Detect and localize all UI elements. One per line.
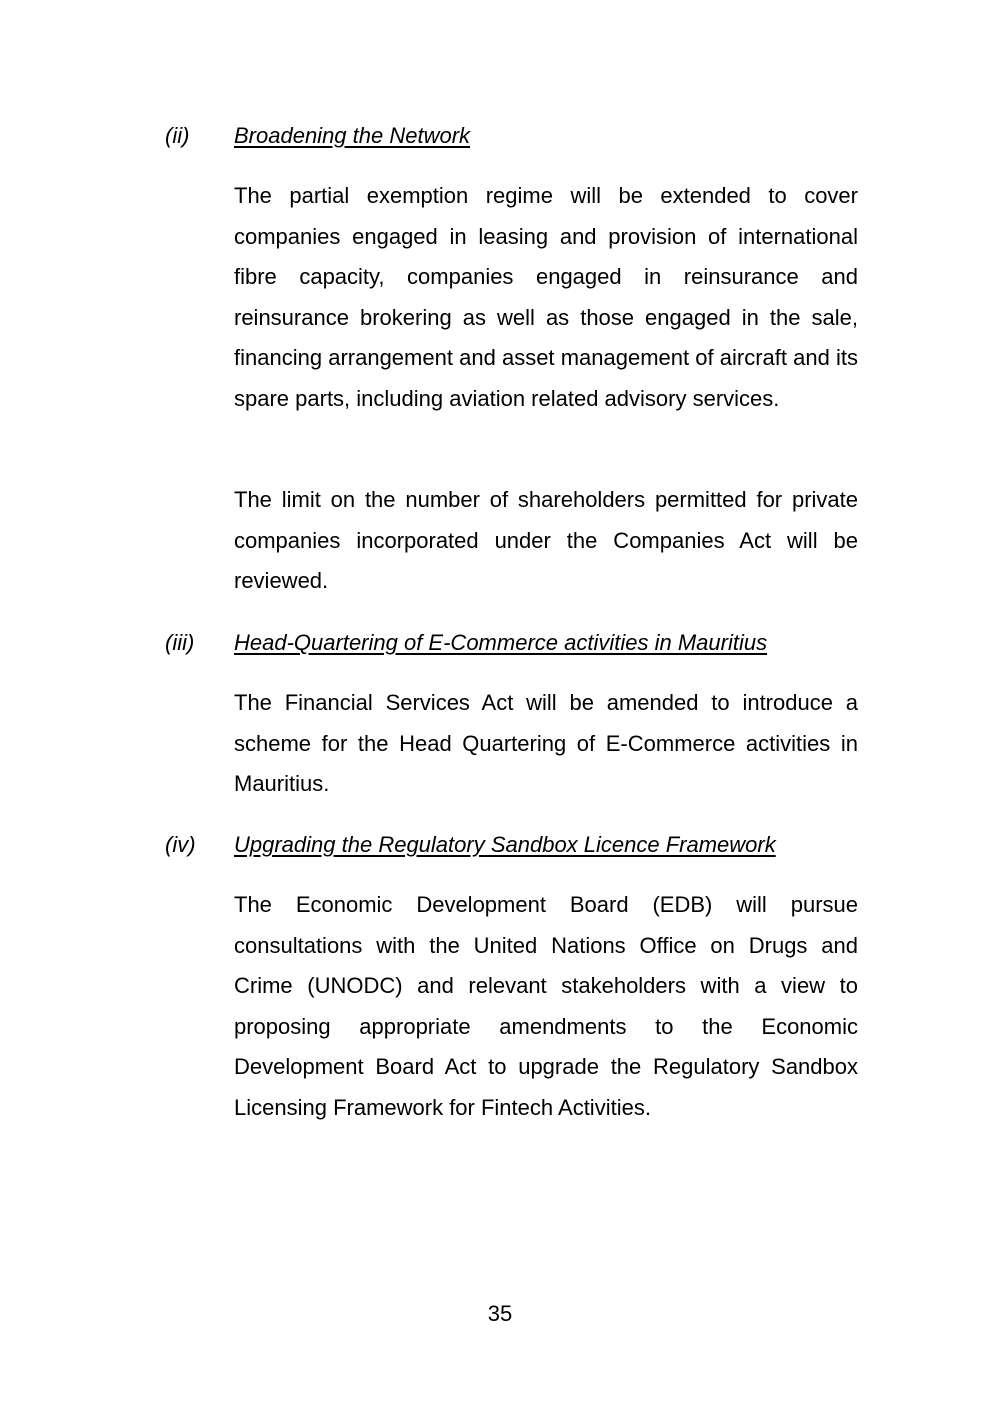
section-heading: Head-Quartering of E-Commerce activities in Mauritius: [234, 630, 768, 655]
section-number: (iv): [165, 832, 196, 857]
section-number: (iii): [165, 630, 195, 655]
section-heading: Broadening the Network: [234, 123, 471, 148]
section-heading: Upgrading the Regulatory Sandbox Licence Framework: [234, 832, 776, 857]
section-paragraph: The Financial Services Act will be amended to introduce a scheme for the Head Quartering of E-Commerce activities in Mauritius.: [234, 690, 858, 796]
section-paragraph: The Economic Development Board (EDB) will pursue consultations with the United Nations Office on Drugs and Crime (UNODC) and relevant stakeholders with a view to proposing appropriate amendments to the Economic Development Board Act to upgrade the Regulatory Sandbox Licensing Framework for Fintech Activities.: [234, 892, 858, 1120]
section-paragraph: The limit on the number of shareholders permitted for private companies incorporated under the Companies Act will be reviewed.: [234, 487, 858, 593]
section-paragraph: The partial exemption regime will be extended to cover companies engaged in leasing and provision of international fibre capacity, companies engaged in reinsurance and reinsurance brokering as well as those engaged in the sale, financing arrangement and asset management of aircraft and its spare parts, including aviation related advisory services.: [234, 183, 858, 411]
section-number: (ii): [165, 123, 190, 148]
page-number: 35: [487, 1301, 513, 1326]
